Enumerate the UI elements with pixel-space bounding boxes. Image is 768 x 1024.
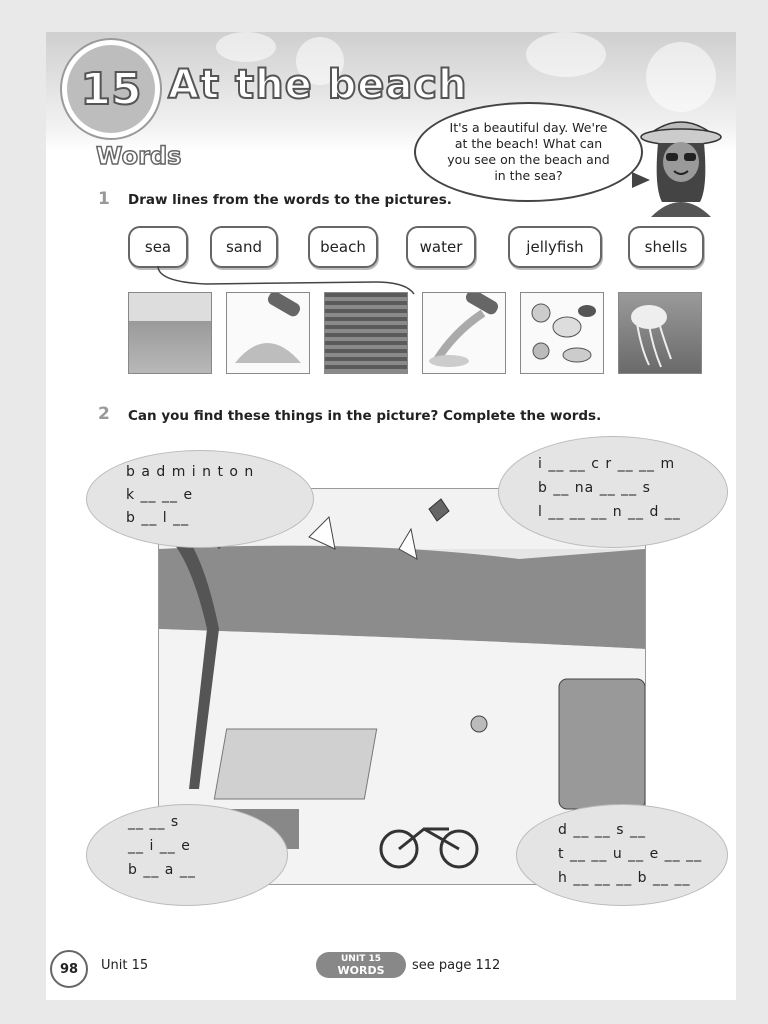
word-box-shells[interactable]: shells bbox=[628, 226, 704, 268]
see-page-reference: see page 112 bbox=[412, 958, 501, 973]
clue-lemonade[interactable]: l __ __ __ n __ d __ bbox=[538, 504, 681, 520]
footer-unit-label: Unit 15 bbox=[101, 958, 149, 973]
shells-picture[interactable] bbox=[520, 292, 604, 374]
clue-t-shirt[interactable]: t __ __ u __ e __ __ bbox=[558, 846, 703, 862]
clue-badminton[interactable]: b a d m i n t o n bbox=[126, 464, 255, 480]
exercise-2-instruction: Can you find these things in the picture? Complete the words. bbox=[128, 408, 602, 424]
page-number: 98 bbox=[50, 950, 88, 988]
word-box-beach[interactable]: beach bbox=[308, 226, 378, 268]
water-picture[interactable] bbox=[422, 292, 506, 374]
example-matching-line bbox=[46, 32, 736, 332]
unit-words-badge bbox=[316, 952, 406, 978]
clue-bananas[interactable]: b __ na __ __ s bbox=[538, 480, 651, 496]
clue-bike[interactable]: __ i __ e bbox=[128, 838, 191, 854]
exercise-2-number: 2 bbox=[98, 404, 110, 424]
clue-bubble-bottom-left bbox=[86, 804, 288, 906]
unit-title: At the beach bbox=[168, 62, 468, 108]
clue-kite[interactable]: k __ __ e bbox=[126, 487, 194, 503]
sand-picture[interactable] bbox=[226, 292, 310, 374]
word-box-jellyfish[interactable]: jellyfish bbox=[508, 226, 602, 268]
badge-unit-text: UNIT 15 bbox=[341, 954, 381, 964]
workbook-page bbox=[46, 32, 736, 1000]
clue-handbag[interactable]: h __ __ __ b __ __ bbox=[558, 870, 691, 886]
speech-text: It's a beautiful day. We're at the beach! What can you see on the beach and in the sea? bbox=[447, 120, 610, 183]
word-box-sand[interactable]: sand bbox=[210, 226, 278, 268]
exercise-1-number: 1 bbox=[98, 189, 110, 209]
beach-picture[interactable] bbox=[128, 292, 212, 374]
word-box-sea[interactable]: sea bbox=[128, 226, 188, 268]
section-label: Words bbox=[96, 142, 182, 170]
exercise-1-instruction: Draw lines from the words to the pictures. bbox=[128, 192, 452, 208]
clue-sun[interactable]: __ __ s bbox=[128, 814, 180, 830]
clue-ice-cream[interactable]: i __ __ c r __ __ m bbox=[538, 456, 676, 472]
badge-words-text: WORDS bbox=[337, 964, 385, 977]
clue-ball[interactable]: b __ l __ bbox=[126, 510, 190, 526]
unit-number-badge: 15 bbox=[62, 40, 160, 138]
clue-boat[interactable]: b __ a __ bbox=[128, 862, 196, 878]
jellyfish-picture[interactable] bbox=[618, 292, 702, 374]
sea-picture[interactable] bbox=[324, 292, 408, 374]
clue-dress[interactable]: d __ __ s __ bbox=[558, 822, 646, 838]
word-box-water[interactable]: water bbox=[406, 226, 476, 268]
